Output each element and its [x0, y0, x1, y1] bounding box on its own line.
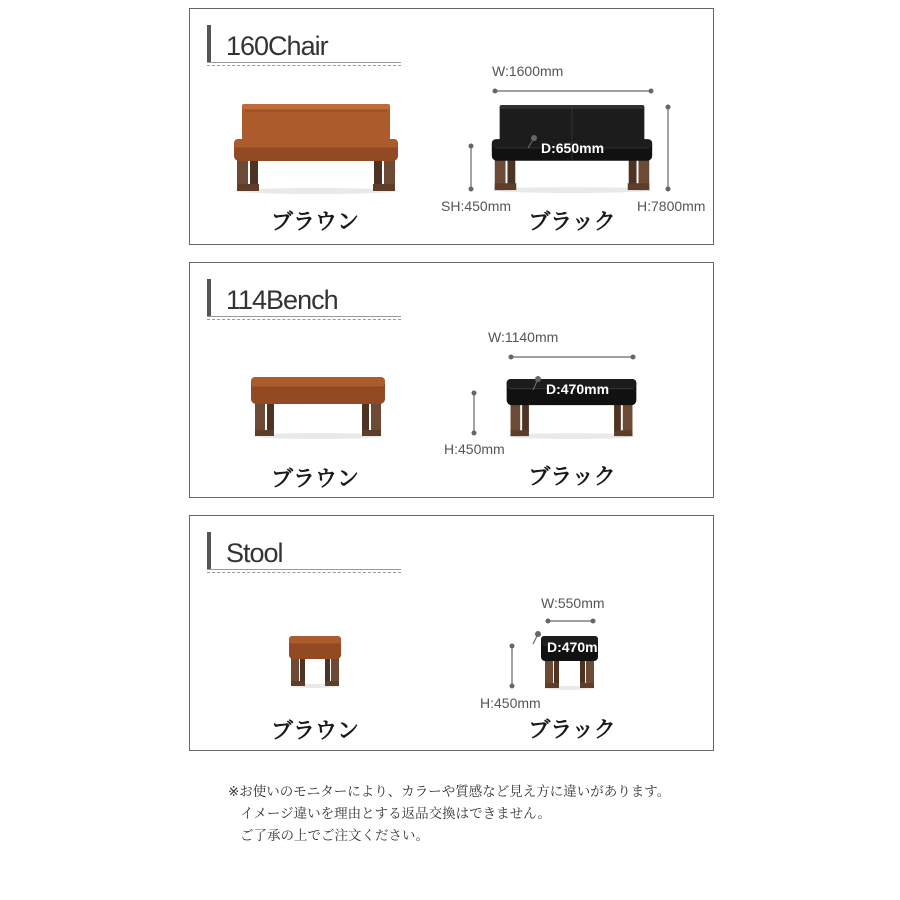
depth-label: D:650mm [541, 140, 605, 156]
right-leg-frame [373, 158, 395, 191]
title-underline [207, 569, 401, 573]
panel-160chair [189, 8, 714, 245]
width-dimension-line [509, 355, 636, 360]
note-line-2: イメージ違いを理由とする返品交換はできません。 [240, 806, 551, 822]
black-variant-label: ブラック [528, 718, 616, 743]
backrest [500, 105, 645, 143]
left-leg-frame [255, 401, 274, 436]
left-leg-frame [237, 158, 259, 191]
depth-dimension-marker [533, 631, 541, 644]
height-dimension-line [666, 105, 671, 192]
brown-variant-label: ブラウン [270, 210, 359, 235]
depth-label: D:470mm [546, 381, 610, 397]
width-dimension-line [493, 89, 654, 94]
title-accent-bar [207, 25, 211, 63]
height-label: H:450mm [480, 695, 541, 711]
seat-cushion [234, 139, 398, 161]
height-dimension-line [510, 644, 515, 689]
height-label: H:450mm [444, 441, 505, 457]
seat-cushion [251, 377, 385, 404]
panel-title: Stool [226, 538, 283, 568]
seat-height-dimension-line [469, 144, 474, 192]
brown-stool-image [289, 636, 341, 688]
height-dimension-line [472, 391, 477, 436]
right-leg-frame [614, 402, 632, 436]
left-leg-frame [545, 658, 559, 688]
depth-label: D:470m [547, 639, 598, 655]
title-underline [207, 62, 401, 66]
brown-160chair-image [233, 104, 399, 194]
note-line-1: ※お使いのモニターにより、カラーや質感など見え方に違いがあります。 [228, 784, 671, 800]
panel-114bench [189, 262, 714, 498]
title-underline [207, 316, 401, 320]
right-leg-frame [325, 656, 339, 686]
left-leg-frame [511, 402, 529, 436]
backrest [242, 104, 390, 143]
panel-stool [189, 515, 714, 751]
right-leg-frame [362, 401, 381, 436]
note-line-3: ご了承の上でご注文ください。 [240, 828, 429, 844]
black-variant-label: ブラック [528, 465, 616, 490]
width-label: W:1140mm [488, 329, 559, 345]
panel-title: 160Chair [226, 31, 328, 61]
seat-cushion [289, 636, 341, 659]
floor-shadow [493, 187, 651, 193]
width-dimension-line [546, 619, 596, 624]
left-leg-frame [291, 656, 305, 686]
floor-shadow [235, 188, 397, 194]
title-accent-bar [207, 532, 211, 570]
title-accent-bar [207, 279, 211, 317]
panel-title: 114Bench [226, 285, 338, 315]
black-variant-label: ブラック [528, 210, 616, 235]
width-label: W:550mm [541, 595, 605, 611]
width-label: W:1600mm [492, 63, 564, 79]
brown-114bench-image [251, 377, 385, 439]
right-leg-frame [628, 158, 650, 190]
height-label: H:7800mm [637, 198, 706, 214]
brown-variant-label: ブラウン [270, 719, 359, 744]
right-leg-frame [580, 658, 594, 688]
left-leg-frame [495, 158, 517, 190]
brown-variant-label: ブラウン [270, 467, 359, 492]
seat-height-label: SH:450mm [441, 198, 512, 214]
